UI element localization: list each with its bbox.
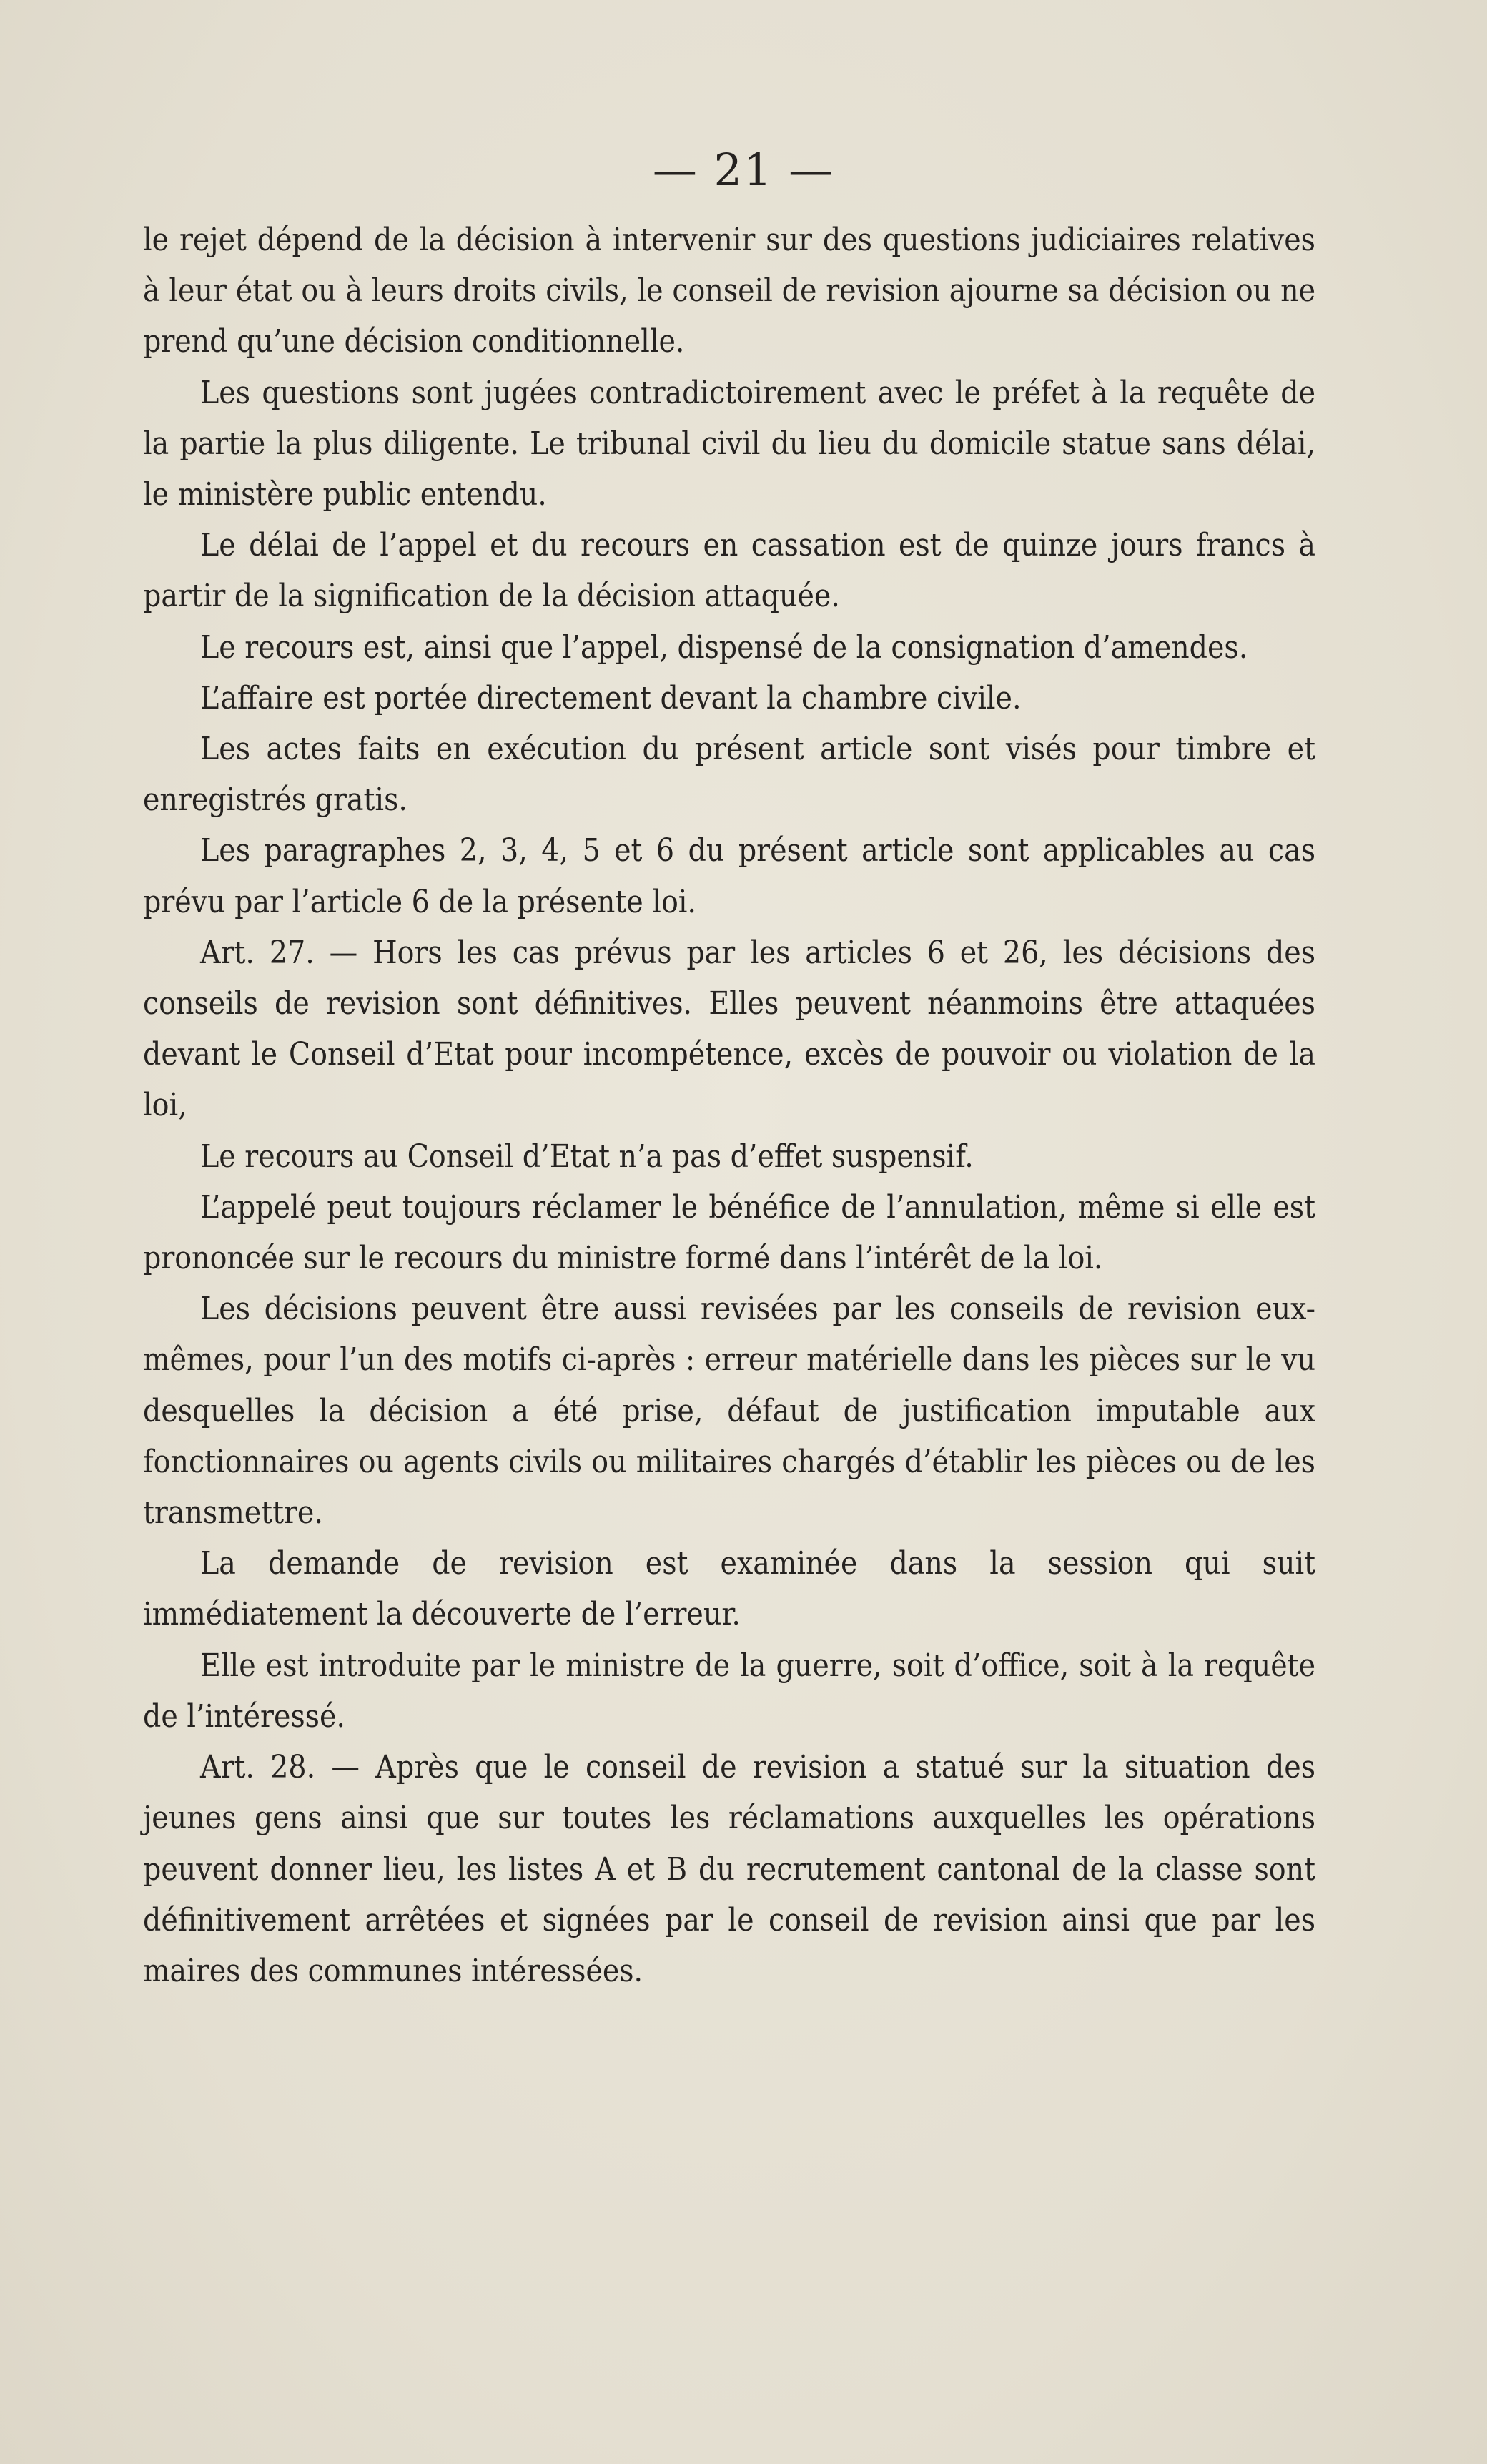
paragraph-introduite: Elle est introduite par le ministre de la guerre, soit d’office, soit à la requête de l’intéressé. [143, 1647, 1315, 1735]
paragraph-recours-consignation: Le recours est, ainsi que l’appel, dispensé de la consignation d’amendes. [200, 629, 1248, 666]
paragraph-recours-conseil-etat: Le recours au Conseil d’Etat n’a pas d’effet suspensif. [200, 1138, 974, 1175]
paragraph-affaire: L’affaire est portée directement devant la chambre civile. [200, 679, 1022, 716]
page-number: — 21 — [652, 144, 835, 196]
paragraph-decisions-revisees: Les décisions peuvent être aussi revisées par les conseils de revision eux-mêmes, pour l’un des motifs ci-après : erreur matérielle dans les pièces sur le vu desquelles la décision a été prise, défaut de justification imputable aux fonctionnaires ou agents civils ou militaires chargés d’établir les pièces ou de les transmettre. [143, 1291, 1315, 1532]
paragraph-article-28 [143, 1742, 1315, 1996]
paragraph-demande-revision: La demande de revision est examinée dans la session qui suit immédiatement la découverte de l’erreur. [143, 1545, 1315, 1633]
body-text [143, 215, 1315, 1996]
article-27-heading: Art. 27. — [200, 934, 358, 971]
article-28-heading: Art. 28. — [200, 1749, 360, 1786]
article-27-text: Hors les cas prévus par les articles 6 et 26, les décisions des conseils de revision sont définitives. Elles peuvent néanmoins être attaquées devant le Conseil d’Etat pour incompétence, excès de pouvoir ou violation de la loi, [143, 934, 1315, 1124]
paragraph-paragraphes: Les paragraphes 2, 3, 4, 5 et 6 du présent article sont applicables au cas prévu par l’article 6 de la présente loi. [143, 832, 1315, 920]
paragraph-article-27 [143, 927, 1315, 1131]
paragraph-continuation: le rejet dépend de la décision à intervenir sur des questions judiciaires relatives à leur état ou à leurs droits civils, le conseil de revision ajourne sa décision ou ne prend qu’une décision conditionnelle. [143, 222, 1315, 360]
article-28-text: Après que le conseil de revision a statué sur la situation des jeunes gens ainsi que sur toutes les réclamations auxquelles les opérations peuvent donner lieu, les listes A et B du recrutement cantonal de la classe sont définitivement arrêtées et signées par le conseil de revision ainsi que par les maires des communes intéressées. [143, 1749, 1315, 1989]
paragraph-delai: Le délai de l’appel et du recours en cassation est de quinze jours francs à partir de la signification de la décision attaquée. [143, 527, 1315, 615]
paragraph-appele: L’appelé peut toujours réclamer le bénéfice de l’annulation, même si elle est prononcée sur le recours du ministre formé dans l’intérêt de la loi. [143, 1188, 1315, 1277]
paragraph-actes: Les actes faits en exécution du présent article sont visés pour timbre et enregistrés gratis. [143, 731, 1315, 819]
paragraph-questions: Les questions sont jugées contradictoirement avec le préfet à la requête de la partie la plus diligente. Le tribunal civil du lieu du domicile statue sans délai, le ministère public entendu. [143, 374, 1315, 513]
